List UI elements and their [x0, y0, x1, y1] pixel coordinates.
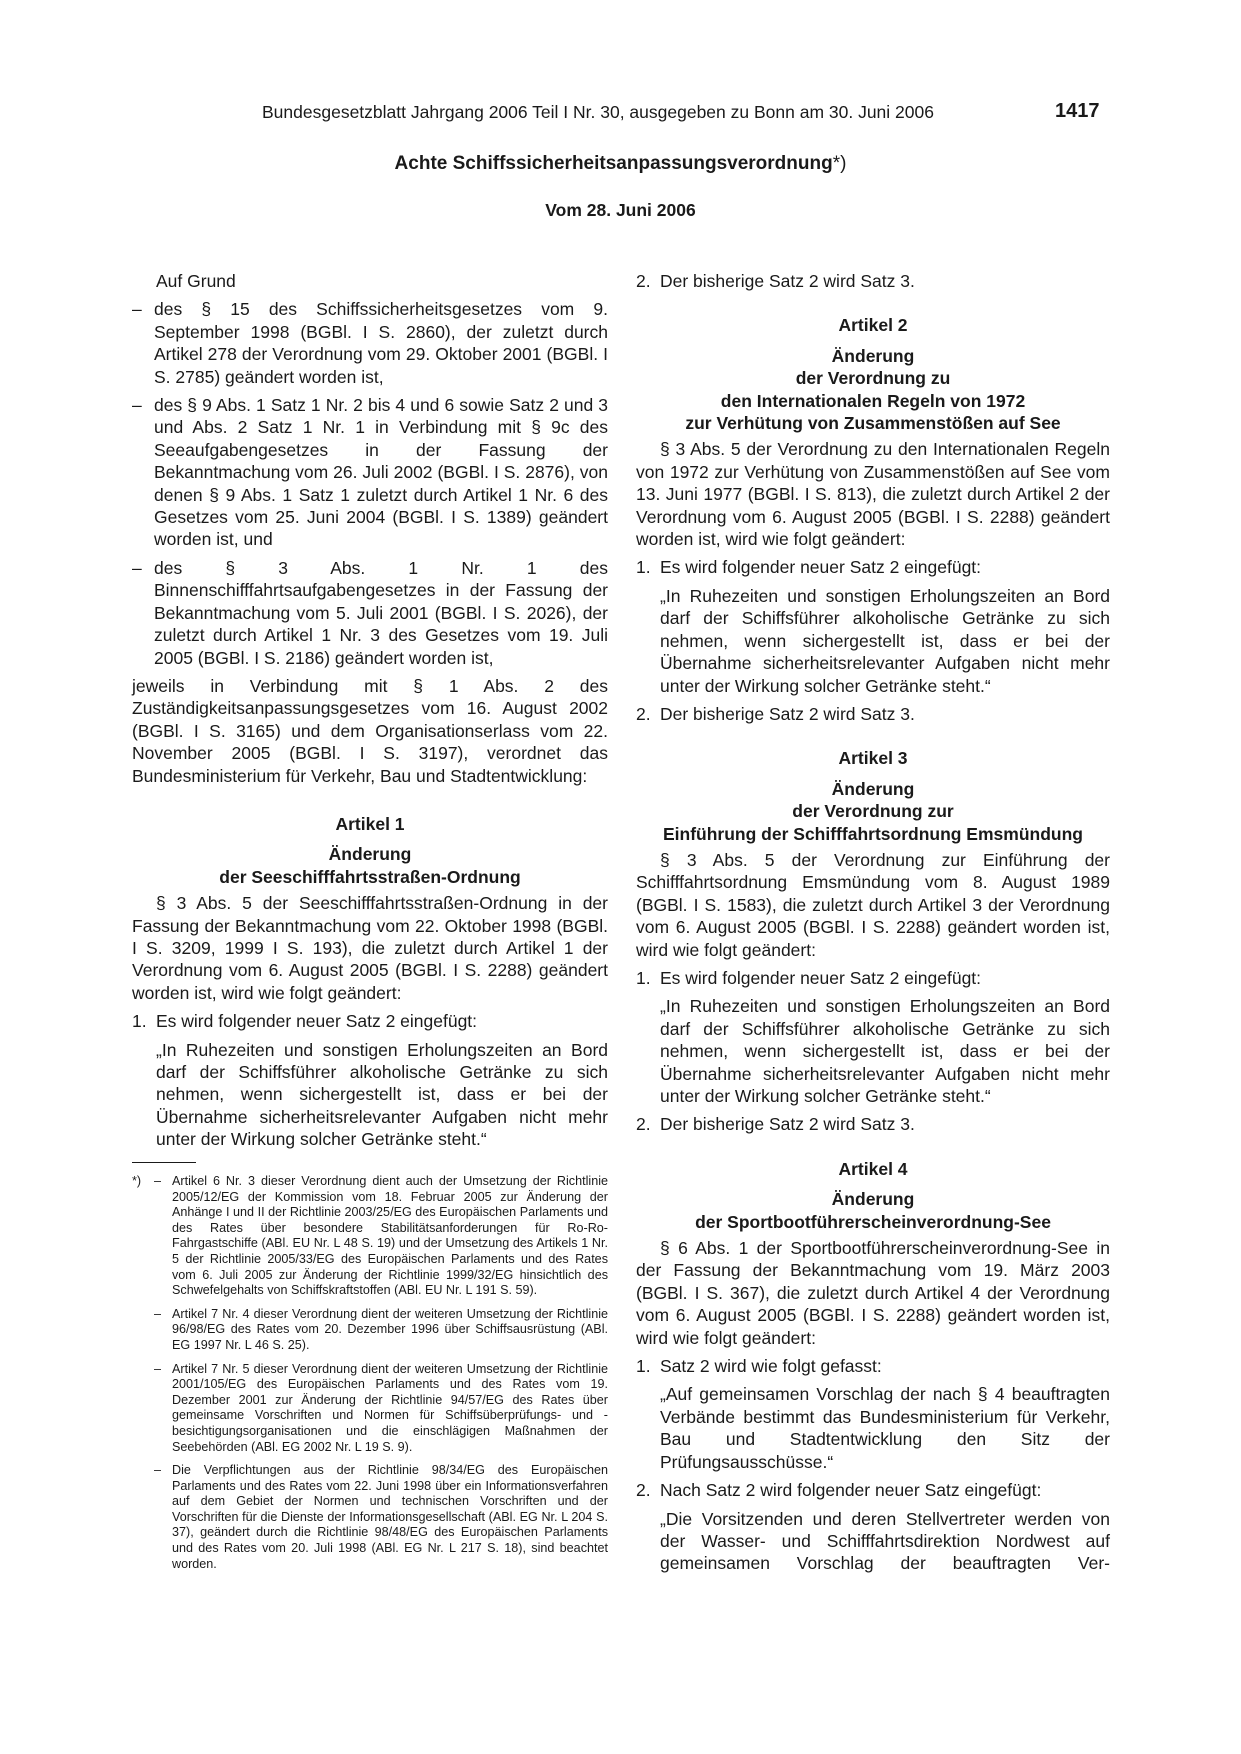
legal-basis-item: [132, 394, 608, 551]
legal-basis-text: des § 15 des Schiffssicherheitsgesetzes vom 9. September 1998 (BGBl. I S. 2860), der zuletzt durch Artikel 278 der Verordnung vom 29. Oktober 2001 (BGBl. I S. 2785) geändert worden ist,: [154, 299, 608, 387]
left-column: [132, 270, 608, 1157]
article-heading-line: zur Verhütung von Zusammenstößen auf See: [685, 413, 1061, 434]
article-4-quote-1: „Auf gemeinsamen Vorschlag der nach § 4 beauftragten Verbände bestimmt das Bundesministerium für Verkehr, Bau und Stadtentwicklung den Sitz der Prüfungsausschüsse.“: [660, 1384, 1110, 1472]
legal-basis-item: [132, 298, 608, 388]
item-text: Der bisherige Satz 2 wird Satz 3.: [660, 1114, 915, 1135]
article-heading-line: der Verordnung zur: [792, 801, 954, 822]
article-4-item-2: [636, 1479, 1110, 1501]
footnote-item: [132, 1463, 608, 1572]
item-text: Der bisherige Satz 2 wird Satz 3.: [660, 703, 915, 724]
footnote-item: [132, 1362, 608, 1456]
article-heading-line: Änderung: [831, 345, 915, 366]
article-1-text: § 3 Abs. 5 der Seeschifffahrtsstraßen-Ordnung in der Fassung der Bekanntmachung vom 22. Oktober 1998 (BGBl. I S. 3209, 1999 I S. 193), die zuletzt durch Artikel 1 der Verordnung vom 6. August 2005 (BGBl. I S. 2288) geändert worden ist, wird wie folgt geändert:: [132, 893, 608, 1003]
article-4-item-1: [636, 1355, 1110, 1377]
right-column: [636, 270, 1110, 1581]
article-heading-line: der Verordnung zu: [795, 368, 951, 389]
title-text: Achte Schiffssicherheitsanpassungsverordnung: [394, 153, 833, 174]
running-head: Bundesgesetzblatt Jahrgang 2006 Teil I Nr. 30, ausgegeben zu Bonn am 30. Juni 2006: [262, 102, 934, 122]
article-2-heading: [636, 314, 1110, 434]
footnote-rule: [132, 1162, 196, 1163]
item-number: 1.: [132, 1011, 147, 1032]
article-2-quote: „In Ruhezeiten und sonstigen Erholungszeiten an Bord darf der Schiffsführer alkoholische Getränke zu sich nehmen, wenn sichergestellt ist, dass er bei der Übernahme sicherheitsrelevanter Aufgaben nicht mehr unter der Wirkung solcher Getränke steht.“: [660, 585, 1110, 696]
footnote-dash: –: [154, 1361, 162, 1376]
article-1-quote: „In Ruhezeiten und sonstigen Erholungszeiten an Bord darf der Schiffsführer alkoholische Getränke zu sich nehmen, wenn sichergestellt ist, dass er bei der Übernahme sicherheitsrelevanter Aufgaben nicht mehr unter der Wirkung solcher Getränke steht.“: [156, 1039, 608, 1150]
item-number: 1.: [636, 1356, 651, 1377]
item-text: Nach Satz 2 wird folgender neuer Satz eingefügt:: [660, 1480, 1042, 1501]
item-text: Der bisherige Satz 2 wird Satz 3.: [660, 271, 915, 291]
article-heading-line: Änderung: [831, 1189, 915, 1210]
footnote-text: Artikel 6 Nr. 3 dieser Verordnung dient auch der Umsetzung der Richtlinie 2005/12/EG der Kommission vom 18. Februar 2005 zur Änderung der Anhänge I und II der Richtlinie 2003/25/EG des Europäischen Parlaments und des Rates über besondere Stabilitätsanforderungen für Ro-Ro-Fahrgastschiffe (ABl. EU Nr. L 48 S. 19) und der Umsetzung des Artikels 1 Nr. 5 der Richtlinie 2005/33/EG des Europäischen Parlaments und des Rates vom 6. Juli 2005 zur Änderung der Richtlinie 1999/32/EG hinsichtlich des Schwefelgehalts von Schiffskraftstoffen (ABl. EU Nr. L 191 S. 59).: [172, 1174, 608, 1298]
footnote-text: Artikel 7 Nr. 5 dieser Verordnung dient der weiteren Umsetzung der Richtlinie 2001/105/EG des Europäischen Parlaments und des Rates vom 19. Dezember 2001 zur Änderung der Richtlinie 94/57/EG des Rates über gemeinsame Vorschriften und Normen für Schiffsüberprüfungs- und -besichtigungsorganisationen und die einschlägigen Maßnahmen der Seebehörden (ABl. EG 2002 Nr. L 19 S. 9).: [172, 1361, 608, 1454]
article-4-quote-2: „Die Vorsitzenden und deren Stellvertreter werden von der Wasser- und Schifffahrtsdirektion Nordwest auf gemeinsamen Vorschlag der beauftragten Ver-: [660, 1508, 1110, 1574]
article-3-item-1: [636, 967, 1110, 989]
article-heading-line: der Sportbootführerscheinverordnung-See: [695, 1211, 1051, 1232]
dash-marker: –: [132, 299, 142, 320]
article-4-heading: [636, 1158, 1110, 1233]
article-heading-line: Änderung: [328, 844, 412, 865]
article-heading-line: der Seeschifffahrtsstraßen-Ordnung: [219, 866, 521, 887]
preamble-conclusion: jeweils in Verbindung mit § 1 Abs. 2 des Zuständigkeitsanpassungsgesetzes vom 16. August 2002 (BGBl. I S. 3165) und dem Organisationserlass vom 22. November 2005 (BGBl. I S. 3197), verordnet das Bundesministerium für Verkehr, Bau und Stadtentwicklung:: [132, 675, 608, 786]
article-1-item-2: [636, 270, 1110, 292]
item-text: Es wird folgender neuer Satz 2 eingefügt:: [660, 557, 982, 578]
item-number: 2.: [636, 271, 651, 291]
article-1-item-1: [132, 1010, 608, 1032]
item-number: 1.: [636, 557, 651, 578]
footnote-item: [132, 1174, 608, 1299]
footnote-dash: –: [154, 1463, 162, 1478]
article-3-text: § 3 Abs. 5 der Verordnung zur Einführung der Schifffahrtsordnung Emsmündung vom 8. August 1989 (BGBl. I S. 1583), die zuletzt durch Artikel 3 der Verordnung vom 6. August 2005 (BGBl. I S. 2288) geändert worden ist, wird wie folgt geändert:: [636, 849, 1110, 960]
article-3-quote: „In Ruhezeiten und sonstigen Erholungszeiten an Bord darf der Schiffsführer alkoholische Getränke zu sich nehmen, wenn sichergestellt ist, dass er bei der Übernahme sicherheitsrelevanter Aufgaben nicht mehr unter der Wirkung solcher Getränke steht.“: [660, 996, 1110, 1106]
footnote-text: Artikel 7 Nr. 4 dieser Verordnung dient der weiteren Umsetzung der Richtlinie 96/98/EG des Rates vom 20. Dezember 1996 über Schiffsausrüstung (ABl. EG 1997 Nr. L 46 S. 25).: [172, 1306, 608, 1352]
preamble-intro: Auf Grund: [156, 271, 236, 291]
article-1-heading: [132, 813, 608, 888]
item-number: 2.: [636, 1480, 651, 1501]
article-number: Artikel 2: [838, 315, 908, 336]
footnote-marker: *): [132, 1174, 142, 1188]
article-2-text: § 3 Abs. 5 der Verordnung zu den Internationalen Regeln von 1972 zur Verhütung von Zusammenstößen auf See vom 13. Juni 1977 (BGBl. I S. 813), die zuletzt durch Artikel 2 der Verordnung vom 6. August 2005 (BGBl. I S. 2288) geändert worden ist, wird wie folgt geändert:: [636, 439, 1110, 550]
article-number: Artikel 3: [838, 748, 908, 769]
dash-marker: –: [132, 395, 142, 416]
legal-basis-text: des § 3 Abs. 1 Nr. 1 des Binnenschifffahrtsaufgabengesetzes in der Fassung der Bekanntmachung vom 5. Juli 2001 (BGBl. I S. 2026), der zuletzt durch Artikel 1 Nr. 3 des Gesetzes vom 19. Juli 2005 (BGBl. I S. 2186) geändert worden ist,: [154, 557, 608, 668]
dash-marker: –: [132, 557, 142, 578]
page-number: 1417: [1055, 100, 1100, 122]
item-number: 2.: [636, 703, 651, 724]
document-title: [0, 153, 1241, 175]
article-number: Artikel 4: [838, 1158, 908, 1179]
footnote-reference: *): [832, 153, 847, 174]
article-3-item-2: [636, 1113, 1110, 1135]
footnote-item: [132, 1307, 608, 1354]
legal-basis-text: des § 9 Abs. 1 Satz 1 Nr. 2 bis 4 und 6 sowie Satz 2 und 3 und Abs. 2 Satz 1 Nr. 1 in Verbindung mit § 9c des Seeaufgabengesetzes in der Fassung der Bekanntmachung vom 26. Juli 2002 (BGBl. I S. 2876), von denen § 9 Abs. 1 Satz 1 zuletzt durch Artikel 1 Nr. 6 des Gesetzes vom 25. Juni 2004 (BGBl. I S. 1389) geändert worden ist, und: [154, 395, 608, 550]
article-number: Artikel 1: [335, 813, 405, 834]
article-4-text: § 6 Abs. 1 der Sportbootführerscheinverordnung-See in der Fassung der Bekanntmachung vom 19. März 2003 (BGBl. I S. 367), die zuletzt durch Artikel 4 der Verordnung vom 6. August 2005 (BGBl. I S. 2288) geändert worden ist, wird wie folgt geändert:: [636, 1238, 1110, 1348]
article-3-heading: [636, 747, 1110, 845]
footnote-text: Die Verpflichtungen aus der Richtlinie 98/34/EG des Europäischen Parlaments und des Rates vom 22. Juni 1998 über ein Informationsverfahren auf dem Gebiet der Normen und technischen Vorschriften und der Vorschriften für die Dienste der Informationsgesellschaft (ABl. EG Nr. L 204 S. 37), geändert durch die Richtlinie 98/48/EG des Europäischen Parlaments und des Rates vom 20. Juli 1998 (ABl. EG Nr. L 217 S. 18), sind beachtet worden.: [172, 1463, 608, 1571]
item-number: 2.: [636, 1114, 651, 1135]
article-heading-line: den Internationalen Regeln von 1972: [720, 390, 1026, 411]
item-text: Es wird folgender neuer Satz 2 eingefügt:: [156, 1011, 478, 1032]
article-heading-line: Einführung der Schifffahrtsordnung Emsmündung: [663, 823, 1083, 844]
document-date: Vom 28. Juni 2006: [545, 200, 696, 220]
footnote-dash: –: [154, 1306, 162, 1321]
item-text: Es wird folgender neuer Satz 2 eingefügt:: [660, 967, 982, 988]
item-number: 1.: [636, 967, 651, 988]
footnote-dash: –: [154, 1174, 162, 1188]
article-2-item-2: [636, 703, 1110, 725]
item-text: Satz 2 wird wie folgt gefasst:: [660, 1356, 882, 1377]
article-2-item-1: [636, 556, 1110, 578]
legal-basis-item: [132, 557, 608, 669]
footnotes: [132, 1174, 608, 1580]
article-heading-line: Änderung: [831, 778, 915, 799]
